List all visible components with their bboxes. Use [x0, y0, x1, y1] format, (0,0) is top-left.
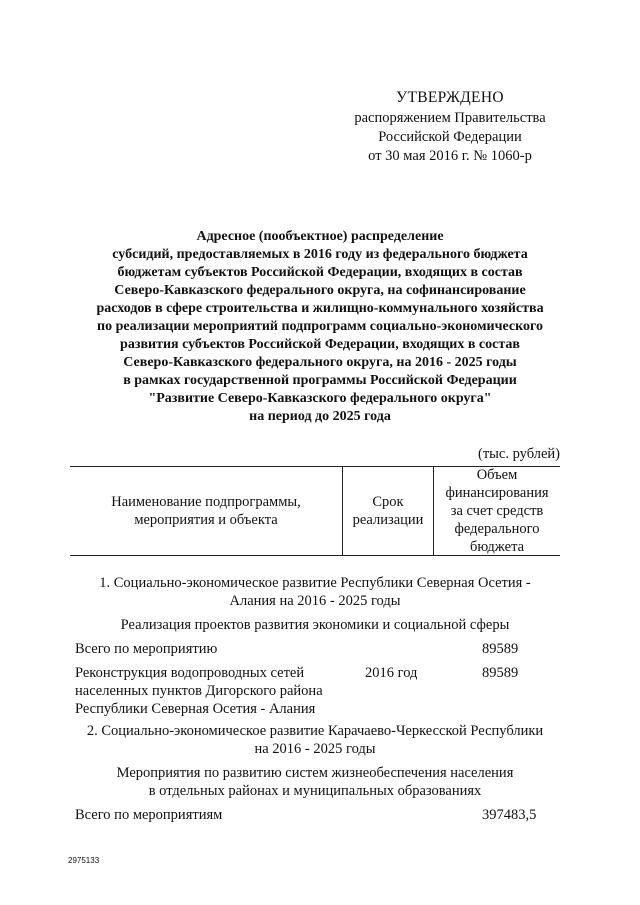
header-volume-line: финансирования: [445, 485, 549, 501]
title-line: на период до 2025 года: [249, 409, 391, 424]
approval-stamp: УТВЕРЖДЕНО: [396, 89, 504, 106]
header-volume-column: [434, 467, 560, 555]
section-1-item-term: 2016 год: [365, 665, 418, 681]
item-label-line: населенных пунктов Дигорского района: [75, 683, 323, 699]
title-line: по реализации мероприятий подпрограмм социально-экономического: [97, 319, 543, 334]
title-line: Северо-Кавказского федерального округа, на 2016 - 2025 годы: [123, 355, 517, 370]
document-title: [60, 228, 580, 426]
approval-line-2: Российской Федерации: [378, 129, 522, 145]
section-title-line: на 2016 - 2025 годы: [254, 741, 376, 757]
section-title-line: Алания на 2016 - 2025 годы: [229, 593, 401, 609]
section-title-line: 1. Социально-экономическое развитие Республики Северная Осетия -: [99, 575, 531, 591]
approval-line-1: распоряжением Правительства: [354, 110, 546, 126]
section-1-total-value: 89589: [482, 641, 519, 657]
section-1-total-label: Всего по мероприятию: [75, 641, 218, 657]
item-label-line: Реконструкция водопроводных сетей: [75, 665, 305, 681]
section-2-title: [70, 722, 560, 758]
header-volume-line: Объем: [476, 467, 518, 483]
section-2-total-label: Всего по мероприятиям: [75, 807, 223, 823]
units-label: (тыс. рублей): [478, 446, 560, 462]
header-term-line: реализации: [352, 512, 424, 528]
header-volume-line: бюджета: [469, 539, 525, 555]
header-term-column: [343, 467, 434, 555]
title-line: "Развитие Северо-Кавказского федерального округа": [148, 391, 492, 406]
title-line: расходов в сфере строительства и жилищно-коммунального хозяйства: [96, 301, 544, 316]
header-name-line: мероприятия и объекта: [134, 512, 278, 528]
title-line: Северо-Кавказского федерального округа, на софинансирование: [114, 283, 526, 298]
header-name-column: [70, 467, 343, 555]
header-term-line: Срок: [372, 494, 404, 510]
title-line: бюджетам субъектов Российской Федерации, входящих в состав: [117, 265, 523, 280]
title-line: Адресное (пообъектное) распределение: [196, 229, 444, 244]
header-volume-line: федерального: [454, 521, 540, 537]
section-1-subtitle: Реализация проектов развития экономики и социальной сферы: [120, 617, 510, 633]
title-line: субсидий, предоставляемых в 2016 году из федерального бюджета: [112, 247, 528, 262]
section-1-item-label: [75, 664, 345, 718]
section-subtitle-line: Мероприятия по развитию систем жизнеобеспечения населения: [116, 765, 514, 781]
title-line: развития субъектов Российской Федерации, входящих в состав: [120, 337, 520, 352]
table-header: [70, 466, 560, 556]
title-line: в рамках государственной программы Российской Федерации: [123, 373, 517, 388]
section-1-item-value: 89589: [482, 665, 519, 681]
item-label-line: Республики Северная Осетия - Алания: [75, 701, 316, 717]
section-2-subtitle: [70, 764, 560, 800]
approval-block: [330, 88, 570, 166]
section-subtitle-line: в отдельных районах и муниципальных образованиях: [148, 783, 482, 799]
approval-line-3: от 30 мая 2016 г. № 1060-р: [368, 148, 532, 164]
header-volume-line: за счет средств: [450, 503, 544, 519]
section-2-total-value: 397483,5: [482, 807, 537, 823]
footer-code: 2975133: [68, 856, 100, 865]
section-title-line: 2. Социально-экономическое развитие Карачаево-Черкесской Республики: [86, 723, 544, 739]
section-1-title: [70, 574, 560, 610]
header-name-line: Наименование подпрограммы,: [111, 494, 301, 510]
